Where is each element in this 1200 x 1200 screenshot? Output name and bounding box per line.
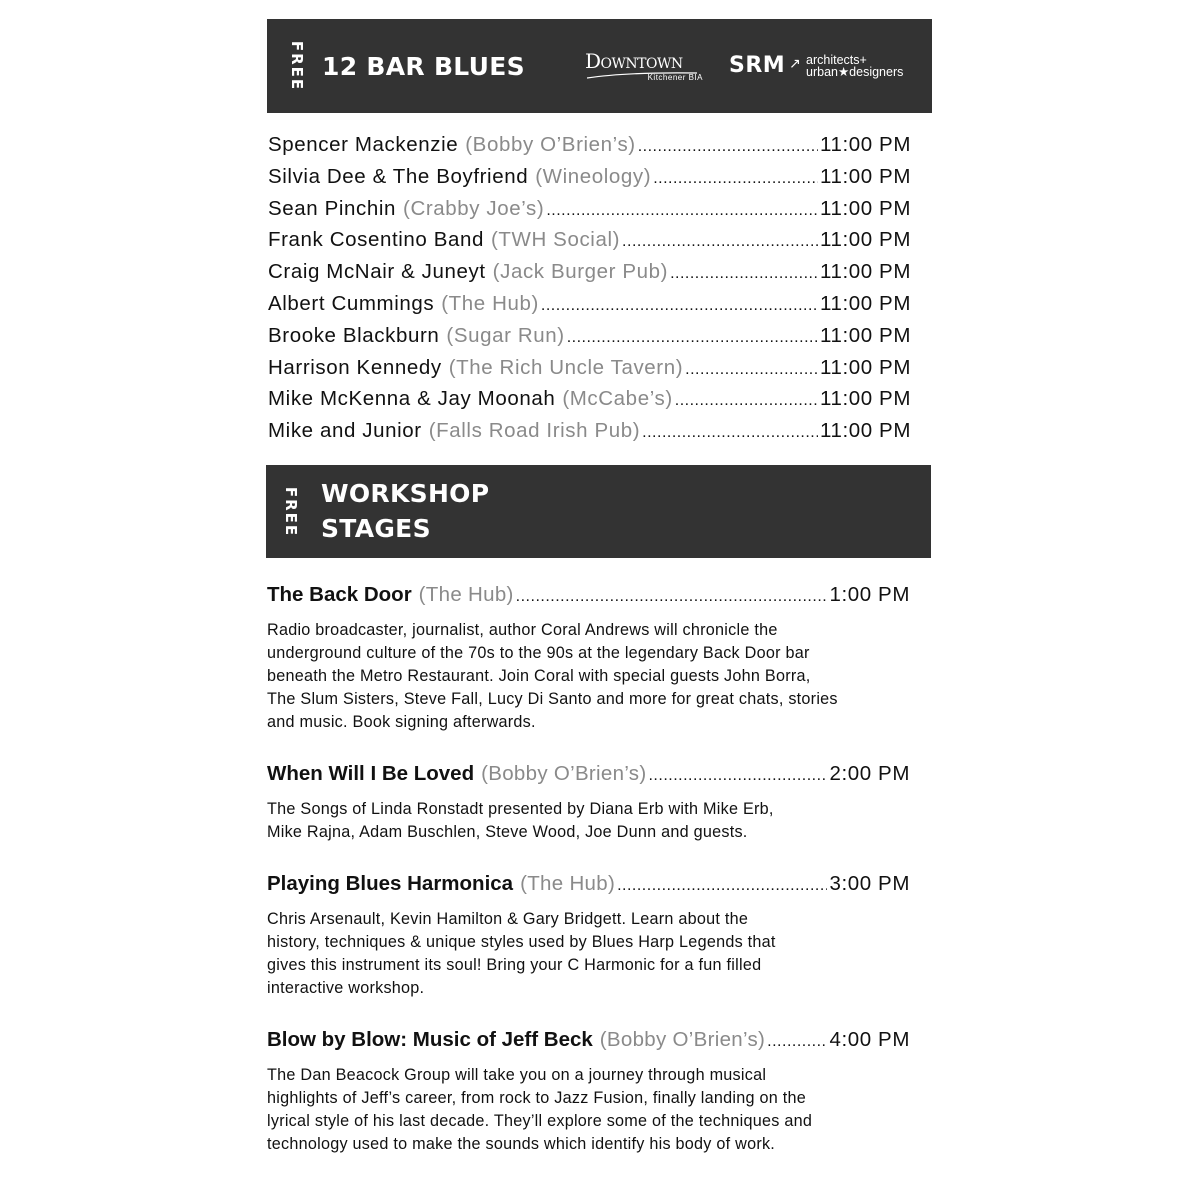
description-line: highlights of Jeff’s career, from rock to Jazz Fusion, finally landing on the — [267, 1089, 807, 1107]
dot-leader — [617, 877, 827, 895]
workshop-name: Blow by Blow: Music of Jeff Beck — [267, 1028, 593, 1051]
performer-name: Spencer Mackenzie — [268, 133, 459, 156]
table-row — [268, 228, 911, 260]
workshop-description — [267, 798, 915, 844]
show-time: 4:00 PM — [829, 1028, 910, 1051]
list-item — [267, 1028, 915, 1156]
venue-name: (Bobby O’Brien’s) — [481, 762, 647, 785]
description-line: The Dan Beacock Group will take you on a journey through musical — [267, 1066, 767, 1084]
show-time: 11:00 PM — [819, 419, 911, 443]
workshop-description — [267, 1064, 915, 1156]
show-time: 11:00 PM — [819, 196, 911, 220]
performer-name: Craig McNair & Juneyt — [268, 260, 486, 284]
workshop-name: Playing Blues Harmonica — [267, 872, 514, 895]
venue-name: (Bobby O’Brien’s) — [465, 133, 636, 156]
performer-name: Sean Pinchin — [268, 196, 397, 220]
performer-name: Albert Cummings — [268, 291, 435, 315]
dot-leader — [685, 361, 818, 379]
show-time: 3:00 PM — [829, 872, 910, 895]
dot-leader — [638, 138, 818, 156]
venue-name: (Jack Burger Pub) — [492, 260, 669, 284]
description-line: and music. Book signing afterwards. — [267, 713, 536, 731]
performer-name: Mike and Junior — [268, 419, 422, 443]
show-time: 11:00 PM — [819, 323, 911, 347]
description-line: technology used to make the sounds which identify his body of work. — [267, 1135, 776, 1153]
dot-leader — [648, 767, 827, 785]
workshop-name: The Back Door — [267, 583, 412, 606]
performer-name: Brooke Blackburn — [268, 323, 440, 347]
workshop-name: When Will I Be Loved — [267, 762, 475, 785]
description-line: history, techniques & unique styles used by Blues Harp Legends that — [267, 933, 776, 951]
description-line: beneath the Metro Restaurant. Join Coral with special guests John Borra, — [267, 667, 811, 685]
dot-leader — [541, 297, 818, 315]
dot-leader — [675, 392, 818, 410]
show-time: 2:00 PM — [829, 762, 910, 785]
workshop-banner — [266, 465, 931, 558]
list-item — [267, 762, 915, 844]
blues-banner — [267, 19, 932, 113]
table-row — [268, 197, 911, 229]
dot-leader — [622, 233, 818, 251]
table-row — [268, 165, 911, 197]
show-time: 11:00 PM — [819, 387, 911, 411]
srm-logo-text: SRM — [729, 53, 786, 78]
venue-name: (Wineology) — [535, 164, 652, 188]
description-line: interactive workshop. — [267, 979, 425, 997]
workshop-heading — [267, 762, 910, 786]
description-line: underground culture of the 70s to the 90s at the legendary Back Door bar — [267, 644, 810, 662]
show-time: 11:00 PM — [819, 228, 911, 252]
table-row — [268, 260, 911, 292]
description-line: The Songs of Linda Ronstadt presented by Diana Erb with Mike Erb, — [267, 800, 774, 818]
venue-name: (TWH Social) — [490, 228, 621, 252]
blues-schedule-list — [268, 133, 911, 451]
venue-name: (The Rich Uncle Tavern) — [448, 355, 684, 379]
description-line: gives this instrument its soul! Bring your C Harmonic for a fun filled — [267, 956, 762, 974]
downtown-logo-text: Downtown — [585, 49, 683, 73]
show-time: 11:00 PM — [819, 133, 911, 156]
table-row — [268, 387, 911, 419]
srm-tagline — [806, 54, 903, 78]
dot-leader — [767, 1033, 827, 1051]
list-item — [267, 872, 915, 1000]
venue-name: (Crabby Joe’s) — [403, 196, 545, 220]
dot-leader — [546, 202, 818, 220]
description-line: lyrical style of his last decade. They’ll explore some of the techniques and — [267, 1112, 813, 1130]
free-label: FREE — [282, 486, 300, 537]
workshop-title — [321, 476, 489, 546]
dot-leader — [670, 265, 818, 283]
workshop-heading — [267, 583, 910, 607]
table-row — [268, 324, 911, 356]
arrow-up-right-icon: ↗ — [789, 55, 801, 71]
show-time: 11:00 PM — [819, 164, 911, 188]
show-time: 11:00 PM — [819, 260, 911, 284]
dot-leader — [642, 424, 818, 442]
workshop-description — [267, 619, 915, 734]
show-time: 11:00 PM — [819, 355, 911, 379]
workshop-heading — [267, 1028, 910, 1052]
srm-tagline-1: architects+ — [806, 53, 867, 67]
venue-name: (Falls Road Irish Pub) — [428, 419, 641, 443]
show-time: 11:00 PM — [819, 291, 911, 315]
description-line: Radio broadcaster, journalist, author Coral Andrews will chronicle the — [267, 621, 778, 639]
blues-title: 12 BAR BLUES — [322, 52, 525, 81]
table-row — [268, 133, 911, 165]
table-row — [268, 419, 911, 451]
venue-name: (McCabe’s) — [562, 387, 673, 411]
venue-name: (Bobby O’Brien’s) — [599, 1028, 766, 1051]
venue-name: (The Hub) — [520, 872, 616, 895]
performer-name: Silvia Dee & The Boyfriend — [268, 164, 529, 188]
list-item — [267, 583, 915, 734]
workshop-title-line1: WORKSHOP — [321, 479, 490, 508]
downtown-logo-subtext: Kitchener BIA — [647, 73, 703, 82]
description-line: Mike Rajna, Adam Buschlen, Steve Wood, Joe Dunn and guests. — [267, 823, 748, 841]
workshop-title-line2: STAGES — [321, 514, 431, 543]
workshop-heading — [267, 872, 910, 896]
srm-tagline-2: urban★designers — [806, 65, 904, 79]
venue-name: (The Hub) — [418, 583, 514, 606]
free-label: FREE — [288, 40, 306, 92]
show-time: 1:00 PM — [829, 583, 910, 606]
table-row — [268, 356, 911, 388]
dot-leader — [567, 329, 818, 347]
dot-leader — [653, 170, 818, 188]
venue-name: (Sugar Run) — [446, 323, 565, 347]
performer-name: Mike McKenna & Jay Moonah — [268, 387, 556, 411]
workshop-description — [267, 908, 915, 1000]
downtown-kitchener-logo — [585, 50, 705, 86]
performer-name: Frank Cosentino Band — [268, 228, 484, 252]
venue-name: (The Hub) — [441, 291, 539, 315]
description-line: Chris Arsenault, Kevin Hamilton & Gary Bridgett. Learn about the — [267, 910, 749, 928]
table-row — [268, 292, 911, 324]
performer-name: Harrison Kennedy — [268, 355, 442, 379]
description-line: The Slum Sisters, Steve Fall, Lucy Di Santo and more for great chats, stories — [267, 690, 838, 708]
dot-leader — [516, 588, 828, 606]
